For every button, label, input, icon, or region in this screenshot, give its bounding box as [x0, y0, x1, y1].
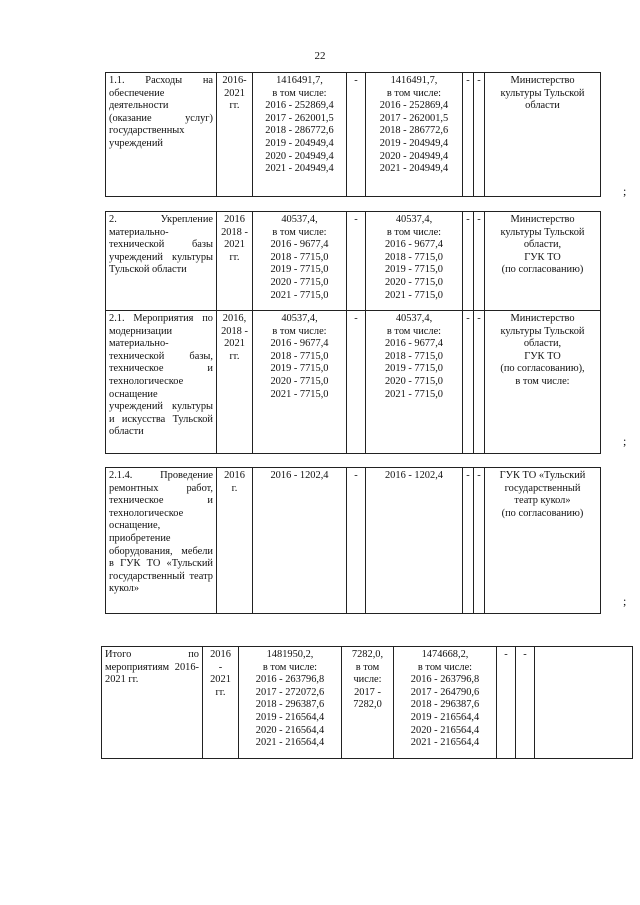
- cell-line: 2016,: [222, 313, 247, 324]
- cell-line: в том числе:: [386, 226, 442, 238]
- cell-line: 40537,4,: [395, 313, 433, 324]
- cell-line: -: [477, 214, 481, 225]
- cell-line: Министерство: [510, 313, 575, 324]
- cell-line: 2016 - 252869,4: [265, 100, 334, 112]
- cell-line: 1416491,7,: [276, 75, 323, 86]
- cell-line: в том числе:: [386, 87, 442, 99]
- cell-line: ГУК ТО «Тульский: [499, 470, 586, 481]
- cell-regional: [366, 73, 463, 197]
- cell-line: 2016 - 9677,4: [270, 239, 329, 251]
- cell-line: 2021: [224, 87, 245, 99]
- cell-line: гг.: [229, 350, 240, 362]
- cell-line: 2021 - 204949,4: [379, 163, 449, 175]
- cell-local: [497, 647, 516, 759]
- cell-line: -: [354, 75, 358, 86]
- table-row: [106, 311, 601, 454]
- page-number: 22: [314, 50, 326, 62]
- cell-line: 2019 - 7715,0: [270, 264, 329, 276]
- cell-line: 2016 - 9677,4: [384, 338, 443, 350]
- cell-line: 2016 - 1202,4: [384, 470, 443, 481]
- semicolon-1: ;: [623, 184, 627, 198]
- cell-line: 2016-: [222, 75, 247, 86]
- cell-total: [239, 647, 342, 759]
- cell-line: области,: [523, 338, 562, 350]
- cell-line: 2020 - 7715,0: [384, 375, 443, 387]
- cell-line: 7282,0,: [351, 649, 384, 660]
- table-row: [102, 647, 633, 759]
- cell-federal: [347, 311, 366, 454]
- cell-line: 1474668,2,: [421, 649, 469, 660]
- cell-line: 1416491,7,: [390, 75, 438, 86]
- cell-line: -: [477, 470, 481, 481]
- cell-line: в том числе:: [515, 375, 570, 387]
- cell-federal: [347, 468, 366, 614]
- cell-line: театр кукол»: [514, 495, 571, 507]
- table-total: [101, 646, 633, 759]
- cell-period: [217, 311, 253, 454]
- cell-executor: [485, 212, 601, 311]
- cell-line: 2018 - 7715,0: [384, 251, 443, 263]
- cell-line: 2017 -: [354, 686, 381, 698]
- cell-line: -: [523, 649, 527, 660]
- semicolon-2: ;: [623, 434, 627, 448]
- cell-line: 2018 -: [221, 226, 248, 238]
- cell-line: (по согласованию),: [500, 363, 585, 375]
- cell-line: в том числе:: [262, 661, 318, 673]
- cell-line: 2020 - 216564,4: [410, 724, 480, 736]
- cell-line: в том числе:: [272, 226, 327, 238]
- cell-line: -: [504, 649, 508, 660]
- cell-line: культуры Тульской: [500, 87, 585, 99]
- cell-line: гг.: [229, 251, 240, 263]
- cell-other: [516, 647, 535, 759]
- cell-line: 2020 - 204949,4: [265, 150, 334, 162]
- cell-line: г.: [231, 482, 238, 494]
- cell-line: области,: [523, 239, 562, 251]
- cell-line: -: [354, 313, 358, 324]
- cell-line: культуры Тульской: [500, 325, 585, 337]
- cell-period: [203, 647, 239, 759]
- cell-line: 2016 - 263796,8: [410, 674, 480, 686]
- cell-line: 2021 - 7715,0: [384, 289, 443, 301]
- table-puppet-theatre: [105, 467, 601, 614]
- cell-line: -: [466, 313, 470, 324]
- cell-total: [253, 468, 347, 614]
- cell-executor: [535, 647, 633, 759]
- cell-line: в том: [355, 661, 380, 673]
- cell-line: 2018 - 7715,0: [270, 251, 329, 263]
- cell-other: [474, 73, 485, 197]
- cell-line: -: [354, 214, 358, 225]
- cell-line: ГУК ТО: [524, 251, 561, 263]
- cell-line: (по согласованию): [501, 507, 584, 519]
- cell-line: в том числе:: [272, 87, 327, 99]
- cell-line: 2018 - 286772,6: [379, 125, 449, 137]
- cell-regional: [394, 647, 497, 759]
- cell-line: 2019 - 204949,4: [265, 137, 334, 149]
- cell-line: гг.: [215, 686, 226, 698]
- cell-line: 2016 - 263796,8: [255, 674, 325, 686]
- cell-total: [253, 212, 347, 311]
- cell-desc: 2.1. Мероприятия по модернизации материально-технической базы, техническое и технологическое оснащение учреждений культуры и искусства Тульской области: [106, 311, 217, 454]
- cell-line: 2021: [224, 239, 245, 251]
- cell-line: -: [466, 75, 470, 86]
- table-material-base: [105, 211, 601, 454]
- cell-line: Министерство: [510, 75, 575, 86]
- cell-line: 2021 - 7715,0: [270, 289, 329, 301]
- cell-desc: Итого по мероприятиям 2016-2021 гг.: [102, 647, 203, 759]
- cell-line: 2021: [224, 338, 245, 350]
- cell-line: 2020 - 7715,0: [270, 276, 329, 288]
- cell-executor: [485, 468, 601, 614]
- cell-line: в том числе:: [417, 661, 473, 673]
- cell-line: 40537,4,: [395, 214, 433, 225]
- cell-line: 2020 - 204949,4: [379, 150, 449, 162]
- cell-line: 2019 - 7715,0: [270, 363, 329, 375]
- cell-regional: [366, 468, 463, 614]
- cell-line: (по согласованию): [501, 264, 584, 276]
- cell-local: [463, 311, 474, 454]
- table-row: [106, 212, 601, 311]
- cell-line: 40537,4,: [281, 214, 318, 225]
- cell-line: ГУК ТО: [524, 350, 561, 362]
- table-row: [106, 73, 601, 197]
- cell-line: 2019 - 204949,4: [379, 137, 449, 149]
- cell-line: культуры Тульской: [500, 226, 585, 238]
- cell-line: 2018 - 7715,0: [270, 350, 329, 362]
- cell-federal: [342, 647, 394, 759]
- table-expenses-1-1: [105, 72, 601, 197]
- cell-line: числе:: [353, 674, 382, 686]
- cell-line: в том числе:: [386, 325, 442, 337]
- cell-executor: [485, 311, 601, 454]
- cell-federal: [347, 212, 366, 311]
- cell-line: 2018 - 296387,6: [255, 699, 325, 711]
- cell-line: 2017 - 272072,6: [255, 686, 325, 698]
- cell-line: -: [466, 470, 470, 481]
- cell-line: в том числе:: [272, 325, 327, 337]
- cell-line: 2018 - 296387,6: [410, 699, 480, 711]
- cell-period: [217, 73, 253, 197]
- cell-line: 2021 - 7715,0: [270, 388, 329, 400]
- cell-line: гг.: [229, 100, 240, 112]
- cell-line: 2016 - 9677,4: [270, 338, 329, 350]
- cell-regional: [366, 212, 463, 311]
- cell-line: -: [466, 214, 470, 225]
- cell-line: 40537,4,: [281, 313, 318, 324]
- cell-line: 2021: [210, 674, 231, 686]
- cell-line: государственный: [504, 482, 581, 494]
- cell-line: -: [218, 661, 223, 673]
- cell-line: 2016 - 9677,4: [384, 239, 443, 251]
- cell-line: 1481950,2,: [266, 649, 314, 660]
- cell-total: [253, 311, 347, 454]
- cell-line: 2020 - 7715,0: [270, 375, 329, 387]
- cell-line: 2021 - 216564,4: [410, 737, 480, 749]
- cell-line: 2019 - 7715,0: [384, 363, 443, 375]
- cell-line: -: [354, 470, 358, 481]
- table-row: [106, 468, 601, 614]
- cell-line: 2021 - 7715,0: [384, 388, 443, 400]
- cell-line: 2021 - 204949,4: [265, 163, 334, 175]
- cell-line: 2016: [210, 649, 231, 660]
- cell-other: [474, 212, 485, 311]
- cell-line: Министерство: [510, 214, 575, 225]
- cell-other: [474, 311, 485, 454]
- cell-desc: 2. Укрепление материально-технической базы учреждений культуры Тульской области: [106, 212, 217, 311]
- cell-line: 2017 - 264790,6: [410, 686, 480, 698]
- cell-total: [253, 73, 347, 197]
- cell-line: 2021 - 216564,4: [255, 737, 325, 749]
- cell-line: 2017 - 262001,5: [379, 112, 449, 124]
- cell-line: -: [477, 313, 481, 324]
- cell-line: 2018 -: [221, 325, 248, 337]
- cell-line: 2019 - 216564,4: [410, 711, 480, 723]
- cell-line: 2016 - 252869,4: [379, 100, 449, 112]
- cell-period: [217, 212, 253, 311]
- semicolon-3: ;: [623, 594, 627, 608]
- cell-line: -: [477, 75, 481, 86]
- cell-line: 2020 - 7715,0: [384, 276, 443, 288]
- cell-period: [217, 468, 253, 614]
- cell-executor: [485, 73, 601, 197]
- cell-line: 2017 - 262001,5: [265, 112, 334, 124]
- cell-line: 2019 - 7715,0: [384, 264, 443, 276]
- cell-line: 2019 - 216564,4: [255, 711, 325, 723]
- cell-other: [474, 468, 485, 614]
- cell-desc: 2.1.4. Проведение ремонтных работ, техническое и технологическое оснащение, приобретение оборудования, мебели в ГУК ТО «Тульский государственный театр кукол»: [106, 468, 217, 614]
- cell-local: [463, 468, 474, 614]
- cell-line: 2016 - 1202,4: [270, 470, 329, 481]
- cell-line: 2016: [224, 214, 245, 225]
- cell-regional: [366, 311, 463, 454]
- cell-line: 2016: [224, 470, 245, 481]
- cell-line: 2020 - 216564,4: [255, 724, 325, 736]
- cell-line: области: [525, 100, 560, 112]
- cell-local: [463, 212, 474, 311]
- cell-federal: [347, 73, 366, 197]
- cell-line: 2018 - 7715,0: [384, 350, 443, 362]
- cell-local: [463, 73, 474, 197]
- cell-line: 7282,0: [353, 699, 382, 711]
- cell-desc: 1.1. Расходы на обеспечение деятельности (оказание услуг) государственных учреждений: [106, 73, 217, 197]
- cell-line: 2018 - 286772,6: [265, 125, 334, 137]
